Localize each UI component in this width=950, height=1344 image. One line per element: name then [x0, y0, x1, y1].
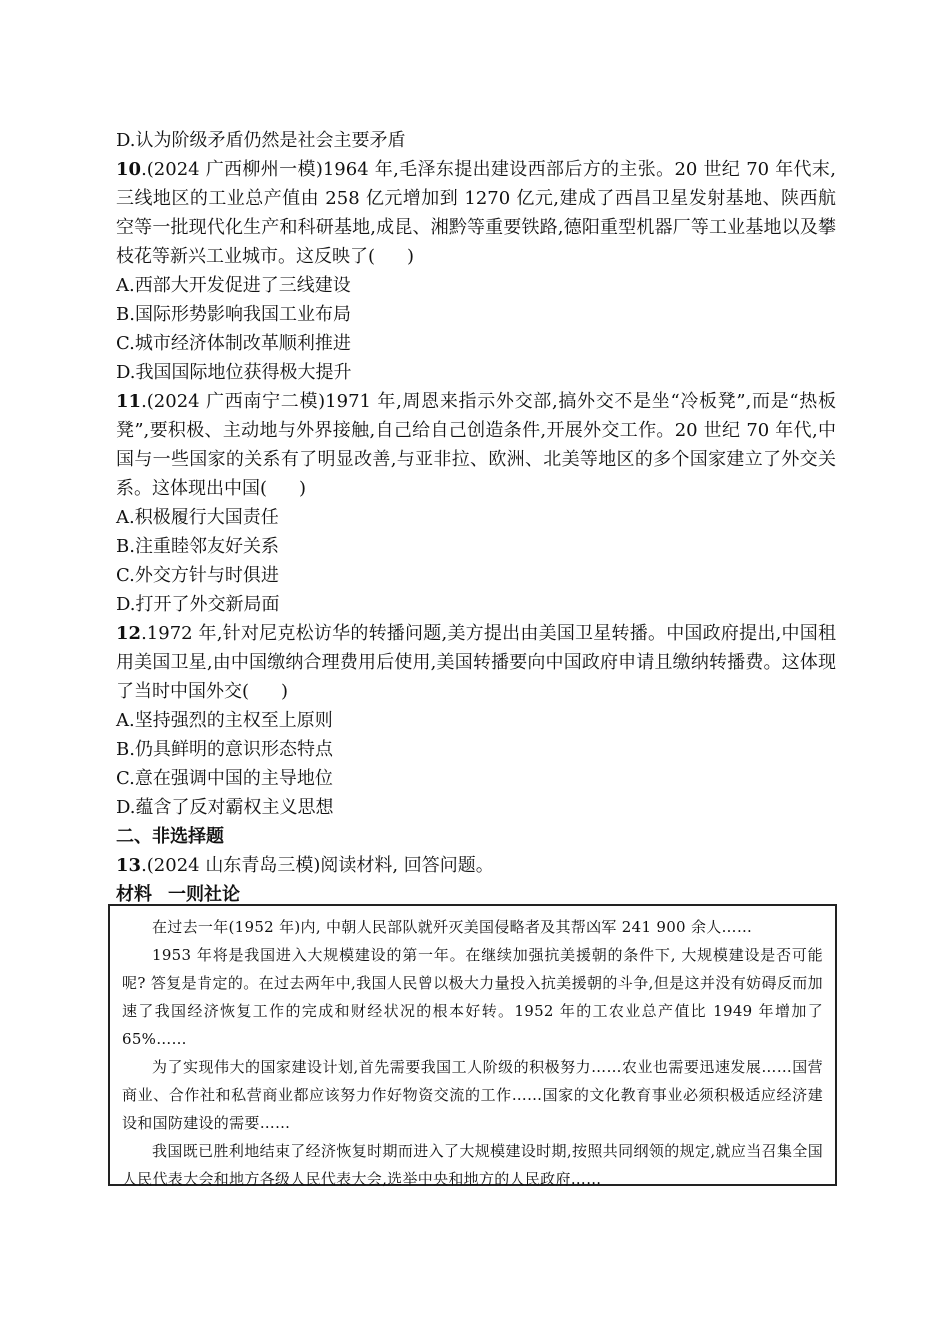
q11-option-c: C.外交方针与时俱进 [116, 565, 279, 586]
q11-number: 11 [116, 391, 142, 412]
material-paragraph-1: 在过去一年(1952 年)内, 中朝人民部队就歼灭美国侵略者及其帮凶军 241 900 余人…… [152, 918, 753, 936]
q11-option-b: B.注重睦邻友好关系 [116, 536, 279, 557]
section-title: 二、非选择题 [116, 826, 224, 847]
q9-option-d: D.认为阶级矛盾仍然是社会主要矛盾 [116, 130, 406, 151]
q12-option-b: B.仍具鲜明的意识形态特点 [116, 739, 333, 760]
q10-option-a: A.西部大开发促进了三线建设 [116, 275, 351, 296]
q13-stem [116, 851, 836, 880]
q11-option-a: A.积极履行大国责任 [116, 507, 279, 528]
q12-number: 12 [116, 623, 142, 644]
material-box [108, 904, 837, 1186]
q12-option-d: D.蕴含了反对霸权主义思想 [116, 797, 334, 818]
q10-stem [116, 155, 836, 271]
q10-number: 10 [116, 159, 142, 180]
q11-stem-text: .(2024 广西南宁二模)1971 年,周恩来指示外交部,搞外交不是坐“冷板凳”,而是“热板凳”,要积极、主动地与外界接触,自己给自己创造条件,开展外交工作。20 世纪 70 年代,中国与一些国家的关系有了明显改善,与亚非拉、欧洲、北美等地区的多个国家建立了外交关系。这体现出中国( [116, 391, 836, 499]
q10-stem-close: ) [407, 246, 415, 267]
material-title: 一则社论 [168, 884, 240, 905]
q12-option-a: A.坚持强烈的主权至上原则 [116, 710, 333, 731]
q11-option-d: D.打开了外交新局面 [116, 594, 280, 615]
q10-option-c: C.城市经济体制改革顺利推进 [116, 333, 351, 354]
q12-stem-text: .1972 年,针对尼克松访华的转播问题,美方提出由美国卫星转播。中国政府提出,中国租用美国卫星,由中国缴纳合理费用后使用,美国转播要向中国政府申请且缴纳转播费。这体现了当时中国外交( [116, 623, 836, 702]
q11-stem-close: ) [299, 478, 307, 499]
q11-stem [116, 387, 836, 503]
material-paragraph-3: 为了实现伟大的国家建设计划,首先需要我国工人阶级的积极努力……农业也需要迅速发展……国营商业、合作社和私营商业都应该努力作好物资交流的工作……国家的文化教育事业必须积极适应经济建设和国防建设的需要…… [122, 1058, 823, 1132]
q12-stem [116, 619, 836, 706]
q13-number: 13 [116, 855, 142, 876]
question-page [116, 126, 836, 909]
q12-stem-close: ) [281, 681, 289, 702]
q13-stem-text: .(2024 山东青岛三模)阅读材料, 回答问题。 [141, 855, 494, 876]
q10-option-b: B.国际形势影响我国工业布局 [116, 304, 351, 325]
material-paragraph-2: 1953 年将是我国进入大规模建设的第一年。在继续加强抗美援朝的条件下, 大规模建设是否可能呢? 答复是肯定的。在过去两年中,我国人民曾以极大力量投入抗美援朝的斗争,但是这并没有妨碍反而加速了我国经济恢复工作的完成和财经状况的根本好转。1952 年的工农业总产值比 1949 年增加了 65%…… [122, 946, 823, 1048]
q10-option-d: D.我国国际地位获得极大提升 [116, 362, 352, 383]
q12-option-c: C.意在强调中国的主导地位 [116, 768, 333, 789]
material-paragraph-4: 我国既已胜利地结束了经济恢复时期而进入了大规模建设时期,按照共同纲领的规定,就应当召集全国人民代表大会和地方各级人民代表大会,选举中央和地方的人民政府…… [122, 1142, 823, 1188]
q10-stem-text: .(2024 广西柳州一模)1964 年,毛泽东提出建设西部后方的主张。20 世纪 70 年代末,三线地区的工业总产值由 258 亿元增加到 1270 亿元,建成了西昌卫星发射基地、陕西航空等一批现代化生产和科研基地,成昆、湘黔等重要铁路,德阳重型机器厂等工业基地以及攀枝花等新兴工业城市。这反映了( [116, 159, 836, 267]
material-label: 材料 [116, 884, 152, 905]
